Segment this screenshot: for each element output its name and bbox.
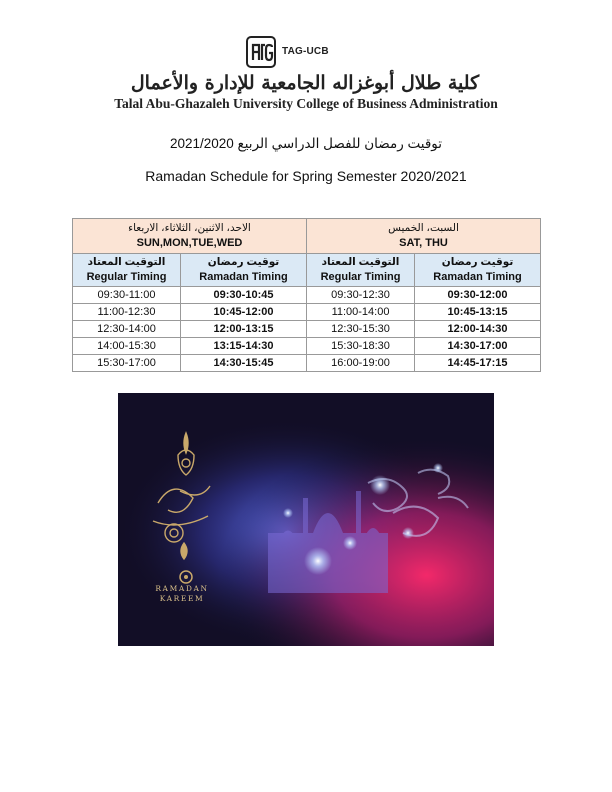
- tag-logo-icon: [246, 36, 276, 68]
- group-header-row: [73, 219, 541, 254]
- ramadan-kareem-caption: [142, 584, 222, 604]
- column-header: [181, 254, 307, 287]
- regular-time-cell: 11:00-14:00: [307, 304, 415, 321]
- column-header: [415, 254, 541, 287]
- table-row: [73, 287, 541, 304]
- ramadan-time-cell: 12:00-14:30: [415, 321, 541, 338]
- ramadan-time-cell: 09:30-10:45: [181, 287, 307, 304]
- table-row: [73, 321, 541, 338]
- column-header: [73, 254, 181, 287]
- caption-line: KAREEM: [159, 594, 205, 603]
- column-label-english: Ramadan Timing: [199, 271, 288, 283]
- column-label-arabic: التوقيت المعتاد: [321, 256, 400, 268]
- ramadan-time-cell: 14:45-17:15: [415, 355, 541, 372]
- regular-time-cell: 09:30-11:00: [73, 287, 181, 304]
- table-row: [73, 338, 541, 355]
- regular-time-cell: 11:00-12:30: [73, 304, 181, 321]
- regular-time-cell: 16:00-19:00: [307, 355, 415, 372]
- column-header: [307, 254, 415, 287]
- ramadan-time-cell: 14:30-15:45: [181, 355, 307, 372]
- ramadan-time-cell: 10:45-13:15: [415, 304, 541, 321]
- header-logo: [0, 36, 612, 70]
- column-label-english: Regular Timing: [86, 271, 167, 283]
- group-label-english: SAT, THU: [399, 237, 448, 249]
- regular-time-cell: 15:30-18:30: [307, 338, 415, 355]
- banner-illustration: [118, 393, 494, 646]
- group-label-arabic: الاحد، الاثنين، الثلاثاء، الاربعاء: [128, 222, 251, 234]
- regular-time-cell: 12:30-15:30: [307, 321, 415, 338]
- ramadan-time-cell: 14:30-17:00: [415, 338, 541, 355]
- schedule-table: [72, 218, 541, 372]
- ramadan-time-cell: 13:15-14:30: [181, 338, 307, 355]
- table-row: [73, 355, 541, 372]
- column-label-arabic: التوقيت المعتاد: [87, 256, 166, 268]
- column-label-english: Regular Timing: [320, 271, 401, 283]
- ramadan-time-cell: 12:00-13:15: [181, 321, 307, 338]
- group-header-weekdays: [73, 219, 307, 254]
- logo-label: TAG-UCB: [282, 46, 329, 57]
- group-header-weekend: [307, 219, 541, 254]
- column-header-row: [73, 254, 541, 287]
- page-title-arabic: توقيت رمضان للفصل الدراسي الربيع 2021/2020: [169, 136, 443, 151]
- regular-time-cell: 09:30-12:30: [307, 287, 415, 304]
- table-row: [73, 304, 541, 321]
- ramadan-time-cell: 10:45-12:00: [181, 304, 307, 321]
- regular-time-cell: 15:30-17:00: [73, 355, 181, 372]
- caption-line: RAMADAN: [155, 584, 209, 593]
- column-label-english: Ramadan Timing: [433, 271, 522, 283]
- ramadan-time-cell: 09:30-12:00: [415, 287, 541, 304]
- university-name-english: Talal Abu-Ghazaleh University College of Business Administration: [114, 96, 498, 111]
- university-name-arabic: كلية طلال أبوغزاله الجامعية للإدارة والأعمال: [130, 72, 480, 94]
- page-title-english: Ramadan Schedule for Spring Semester 2020/2021: [145, 168, 467, 184]
- regular-time-cell: 12:30-14:00: [73, 321, 181, 338]
- group-label-arabic: السبت، الخميس: [388, 222, 459, 234]
- column-label-arabic: توقيت رمضان: [207, 256, 280, 268]
- ramadan-kareem-banner: [118, 393, 494, 646]
- group-label-english: SUN,MON,TUE,WED: [136, 237, 243, 249]
- regular-time-cell: 14:00-15:30: [73, 338, 181, 355]
- column-label-arabic: توقيت رمضان: [441, 256, 514, 268]
